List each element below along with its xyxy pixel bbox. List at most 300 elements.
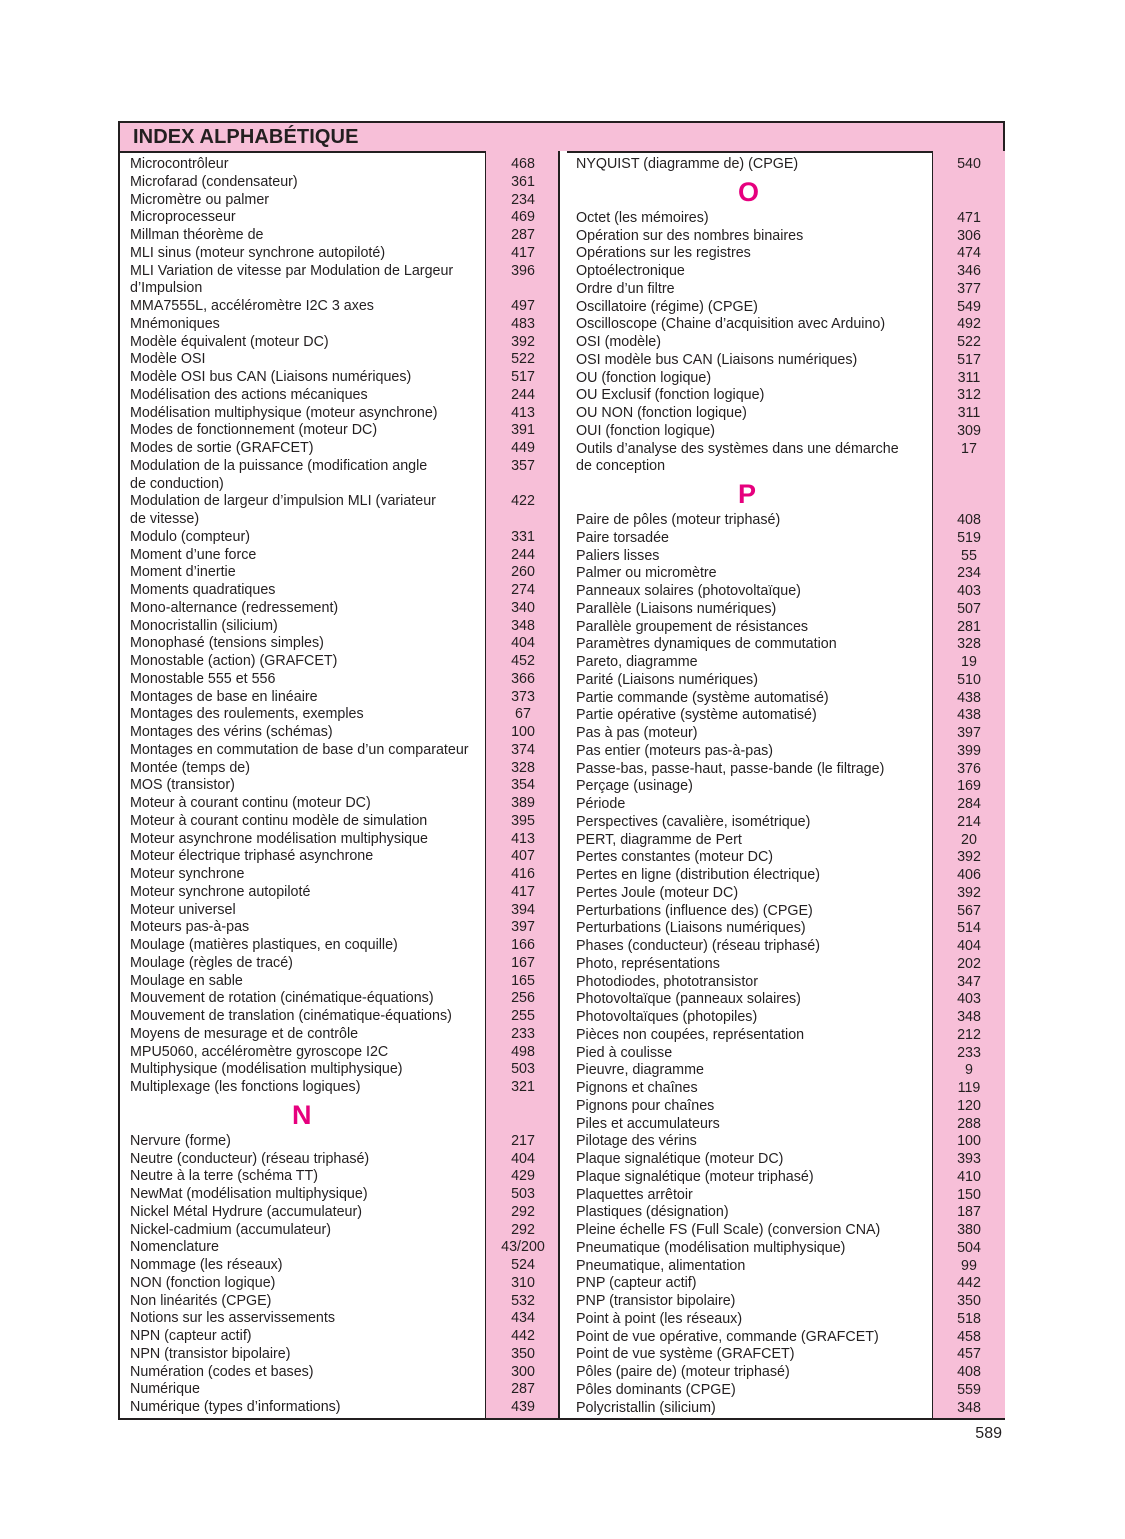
entry-page: 43/200 — [501, 1239, 545, 1256]
entry-page: 120 — [957, 1097, 981, 1114]
entry-term: Moteurs pas-à-pas — [130, 919, 250, 936]
entry-page: 347 — [957, 973, 981, 990]
index-entry — [566, 334, 1005, 352]
entry-page: 439 — [511, 1399, 535, 1415]
index-entry — [120, 618, 559, 636]
entry-term: Modèle équivalent (moteur DC) — [130, 333, 329, 350]
entry-page: 328 — [957, 636, 981, 653]
entry-page: 413 — [511, 830, 535, 847]
entry-page: 169 — [957, 778, 981, 795]
index-entry — [566, 530, 1005, 548]
entry-page: 9 — [965, 1062, 973, 1079]
index-entry — [566, 1275, 1005, 1293]
index-entry — [120, 1044, 559, 1062]
entry-page: 403 — [957, 583, 981, 599]
index-entry — [566, 1151, 1005, 1169]
index-entry — [120, 1381, 559, 1399]
entry-term: Moyens de mesurage et de contrôle — [130, 1025, 359, 1042]
entry-term: NPN (transistor bipolaire) — [130, 1345, 291, 1362]
entry-page: 321 — [511, 1079, 535, 1095]
index-entry — [566, 316, 1005, 334]
index-entry — [120, 1257, 559, 1275]
index-entry — [566, 1133, 1005, 1151]
entry-page: 507 — [957, 600, 981, 617]
entry-page: 503 — [511, 1061, 535, 1078]
entry-page: 393 — [957, 1151, 981, 1167]
entry-term: Microcontrôleur — [130, 156, 229, 172]
entry-term: Microfarad (condensateur) — [130, 173, 298, 190]
index-entry — [120, 209, 559, 227]
entry-page: 471 — [957, 209, 981, 226]
index-entry — [120, 529, 559, 547]
index-entry — [566, 849, 1005, 867]
entry-page: 417 — [511, 883, 535, 900]
entry-term: Pôles (paire de) (moteur triphasé) — [576, 1364, 790, 1380]
index-entry — [566, 1293, 1005, 1311]
entry-term: Modulation de la puissance (modification angle de conduction) — [130, 457, 428, 492]
entry-page: 517 — [511, 369, 535, 385]
entry-term: OSI (modèle) — [576, 334, 662, 350]
entry-page: 483 — [511, 315, 535, 332]
index-entry — [566, 707, 1005, 725]
entry-term: Modèle OSI bus CAN (Liaisons numériques) — [130, 369, 412, 385]
index-entry — [566, 1258, 1005, 1276]
entry-term: Point de vue système (GRAFCET) — [576, 1346, 795, 1363]
entry-term: Paire de pôles (moteur triphasé) — [576, 512, 781, 528]
entry-term: Pas entier (moteurs pas-à-pas) — [576, 742, 774, 759]
index-entry — [566, 405, 1005, 423]
entry-term: Photovoltaïque (panneaux solaires) — [576, 991, 801, 1008]
entry-page: 514 — [957, 920, 981, 937]
entry-term: Neutre à la terre (schéma TT) — [130, 1168, 319, 1185]
index-entry — [566, 725, 1005, 743]
entry-term: Opérations sur les registres — [576, 245, 751, 262]
entry-page: 549 — [957, 298, 981, 315]
index-entry — [566, 938, 1005, 956]
entry-term: PNP (transistor bipolaire) — [576, 1293, 736, 1309]
entry-term: Pieuvre, diagramme — [576, 1062, 704, 1079]
entry-term: Millman théorème de — [130, 227, 264, 243]
index-entry — [566, 867, 1005, 885]
entry-term: Pas à pas (moteur) — [576, 725, 698, 741]
entry-term: OSI modèle bus CAN (Liaisons numériques) — [576, 351, 858, 368]
index-entry — [120, 866, 559, 884]
entry-page: 468 — [511, 156, 535, 172]
entry-page: 217 — [511, 1132, 535, 1149]
entry-term: OU (fonction logique) — [576, 369, 712, 386]
index-entry — [120, 600, 559, 618]
entry-page: 567 — [957, 902, 981, 919]
entry-term: Mouvement de translation (cinématique-équations) — [130, 1008, 452, 1024]
index-entry — [120, 1061, 559, 1079]
entry-term: Moteur universel — [130, 901, 236, 918]
entry-page: 374 — [511, 741, 535, 758]
entry-term: Pneumatique (modélisation multiphysique) — [576, 1239, 846, 1256]
index-entry — [566, 1045, 1005, 1063]
entry-term: Pied à coulisse — [576, 1044, 673, 1061]
entry-term: Pertes Joule (moteur DC) — [576, 884, 739, 901]
index-entry — [120, 1186, 559, 1204]
entry-page: 214 — [957, 813, 981, 830]
index-entry — [120, 351, 559, 369]
index-entry — [120, 831, 559, 849]
entry-term: Perspectives (cavalière, isométrique) — [576, 813, 811, 830]
entry-term: Pièces non coupées, représentation — [576, 1026, 805, 1043]
index-entry — [566, 619, 1005, 637]
entry-page: 404 — [511, 1150, 535, 1167]
index-entry — [566, 743, 1005, 761]
entry-page: 100 — [511, 724, 535, 740]
index-table — [118, 121, 1005, 1420]
entry-page: 354 — [511, 777, 535, 794]
index-entry — [566, 352, 1005, 370]
entry-page: 67 — [515, 706, 531, 723]
index-entry — [120, 174, 559, 192]
index-entry — [120, 777, 559, 795]
index-entry — [566, 1116, 1005, 1134]
entry-term: Monocristallin (silicium) — [130, 617, 278, 634]
entry-term: Partie commande (système automatisé) — [576, 689, 829, 706]
index-entry — [120, 334, 559, 352]
index-entry — [566, 814, 1005, 832]
index-entry — [120, 192, 559, 210]
index-entry — [566, 1222, 1005, 1240]
entry-page: 394 — [511, 901, 535, 918]
entry-page: 373 — [511, 688, 535, 705]
index-entry — [566, 370, 1005, 388]
entry-term: Plaquettes arrêtoir — [576, 1186, 693, 1203]
index-entry — [120, 1275, 559, 1293]
index-entry — [120, 1168, 559, 1186]
index-entry — [566, 1009, 1005, 1027]
entry-page: 187 — [957, 1204, 981, 1221]
index-entry — [120, 245, 559, 263]
entry-page: 281 — [957, 618, 981, 635]
entry-page: 522 — [511, 351, 535, 368]
entry-term: Moteur électrique triphasé asynchrone — [130, 848, 374, 865]
entry-term: MMA7555L, accéléromètre I2C 3 axes — [130, 298, 374, 314]
entry-page: 397 — [511, 919, 535, 936]
entry-page: 392 — [957, 884, 981, 901]
entry-term: Montages en commutation de base d’un comparateur — [130, 741, 469, 758]
entry-term: Moments quadratiques — [130, 582, 276, 598]
entry-page: 518 — [957, 1310, 981, 1327]
index-entry — [566, 210, 1005, 228]
index-entry — [566, 263, 1005, 281]
entry-term: Parallèle groupement de résistances — [576, 618, 809, 635]
entry-term: Multiphysique (modélisation multiphysique) — [130, 1061, 403, 1078]
index-entry — [566, 1364, 1005, 1382]
entry-page: 392 — [511, 333, 535, 350]
entry-term: NYQUIST (diagramme de) (CPGE) — [576, 156, 799, 172]
entry-term: Neutre (conducteur) (réseau triphasé) — [130, 1150, 370, 1167]
entry-page: 202 — [957, 955, 981, 972]
entry-page: 442 — [957, 1275, 981, 1292]
index-entry — [120, 1222, 559, 1240]
entry-term: Pignons et chaînes — [576, 1080, 698, 1096]
entry-page: 100 — [957, 1133, 981, 1150]
entry-term: Phases (conducteur) (réseau triphasé) — [576, 938, 820, 954]
entry-term: Modes de sortie (GRAFCET) — [130, 440, 314, 456]
entry-term: Polycristallin (silicium) — [576, 1399, 716, 1416]
entry-page: 119 — [957, 1080, 981, 1096]
entry-term: Montages des roulements, exemples — [130, 706, 364, 723]
entry-term: Multiplexage (les fonctions logiques) — [130, 1079, 361, 1095]
index-entry — [120, 422, 559, 440]
entry-page: 284 — [957, 796, 981, 812]
entry-page: 408 — [957, 1364, 981, 1380]
entry-page: 522 — [957, 334, 981, 350]
entry-term: Nommage (les réseaux) — [130, 1257, 283, 1273]
entry-page: 416 — [511, 866, 535, 882]
entry-page: 309 — [957, 422, 981, 439]
entry-term: Photovoltaïques (photopiles) — [576, 1009, 758, 1025]
entry-page: 274 — [511, 582, 535, 598]
entry-page: 458 — [957, 1328, 981, 1345]
entry-page: 212 — [957, 1026, 981, 1043]
entry-page: 350 — [511, 1345, 535, 1362]
entry-term: Montages des vérins (schémas) — [130, 724, 333, 740]
index-entry — [120, 884, 559, 902]
entry-term: Panneaux solaires (photovoltaïque) — [576, 583, 801, 599]
entry-term: Modélisation multiphysique (moteur asynchrone) — [130, 404, 438, 421]
index-entry — [120, 227, 559, 245]
index-entry — [566, 1080, 1005, 1098]
section-letter-label: N — [292, 1099, 312, 1130]
index-entry — [120, 919, 559, 937]
entry-term: Plastiques (désignation) — [576, 1204, 729, 1221]
entry-term: Photo, représentations — [576, 955, 720, 972]
index-entry — [566, 1346, 1005, 1364]
index-entry — [566, 299, 1005, 317]
index-entry — [566, 1240, 1005, 1258]
entry-page: 20 — [961, 831, 977, 848]
entry-page: 331 — [511, 528, 535, 545]
entry-term: Nervure (forme) — [130, 1132, 231, 1149]
index-entry — [120, 316, 559, 334]
index-entry — [566, 156, 1005, 174]
entry-page: 255 — [511, 1008, 535, 1024]
index-entry — [566, 1062, 1005, 1080]
index-entry — [566, 441, 1005, 477]
index-entry — [120, 1364, 559, 1382]
entry-page: 348 — [511, 617, 535, 634]
index-entry — [120, 1204, 559, 1222]
entry-page: 366 — [511, 670, 535, 687]
index-entry — [120, 937, 559, 955]
index-entry — [566, 1027, 1005, 1045]
entry-term: Pertes en ligne (distribution électrique) — [576, 867, 820, 883]
entry-term: Numération (codes et bases) — [130, 1363, 314, 1380]
entry-page: 311 — [957, 369, 981, 386]
index-entry — [120, 458, 559, 494]
index-entry — [120, 1026, 559, 1044]
entry-page: 376 — [957, 760, 981, 777]
index-entry — [120, 760, 559, 778]
entry-term: Moteur synchrone — [130, 866, 245, 882]
index-entry — [120, 706, 559, 724]
index-entry — [120, 493, 559, 529]
index-entry — [120, 848, 559, 866]
entry-page: 429 — [511, 1168, 535, 1185]
entry-term: Montée (temps de) — [130, 759, 250, 776]
index-entry — [120, 973, 559, 991]
section-letter-label: P — [738, 479, 757, 509]
entry-term: Modes de fonctionnement (moteur DC) — [130, 422, 378, 439]
entry-term: Parallèle (Liaisons numériques) — [576, 600, 777, 617]
entry-term: MPU5060, accéléromètre gyroscope I2C — [130, 1043, 389, 1060]
entry-page: 407 — [511, 848, 535, 865]
entry-term: Nickel Métal Hydrure (accumulateur) — [130, 1203, 362, 1220]
index-entry — [566, 920, 1005, 938]
page-number: 589 — [975, 1425, 1002, 1442]
entry-term: Moteur à courant continu modèle de simulation — [130, 812, 428, 829]
entry-page: 292 — [511, 1203, 535, 1220]
index-entry — [120, 653, 559, 671]
entry-page: 234 — [511, 191, 535, 208]
index-entry — [120, 1151, 559, 1169]
entry-page: 404 — [511, 635, 535, 652]
entry-page: 287 — [511, 227, 535, 243]
index-entry — [120, 405, 559, 423]
entry-page: 492 — [957, 316, 981, 333]
index-entry — [566, 423, 1005, 441]
index-entry — [566, 245, 1005, 263]
index-entry — [566, 832, 1005, 850]
entry-page: 442 — [511, 1328, 535, 1344]
entry-page: 233 — [957, 1044, 981, 1061]
entry-page: 166 — [511, 937, 535, 953]
entry-term: Pôles dominants (CPGE) — [576, 1381, 736, 1398]
index-entry — [566, 387, 1005, 405]
entry-term: Outils d’analyse des systèmes dans une démarche de conception — [576, 440, 899, 475]
right-column — [566, 151, 1005, 1418]
index-entry — [120, 671, 559, 689]
entry-page: 328 — [511, 759, 535, 776]
entry-term: Modulation de largeur d’impulsion MLI (variateur de vitesse) — [130, 493, 436, 527]
entry-page: 395 — [511, 812, 535, 829]
entry-term: Monostable 555 et 556 — [130, 670, 276, 687]
index-entry — [120, 1008, 559, 1026]
entry-term: Pareto, diagramme — [576, 654, 698, 670]
entry-term: Photodiodes, phototransistor — [576, 973, 759, 990]
index-entry — [120, 1239, 559, 1257]
right-entry-list — [566, 151, 1005, 1417]
entry-page: 559 — [957, 1381, 981, 1398]
entry-term: Montages de base en linéaire — [130, 688, 318, 705]
entry-page: 348 — [957, 1009, 981, 1025]
index-entry — [120, 369, 559, 387]
entry-page: 408 — [957, 512, 981, 528]
entry-page: 524 — [511, 1257, 535, 1273]
entry-page: 357 — [511, 457, 535, 474]
entry-page: 413 — [511, 404, 535, 421]
index-entry — [566, 956, 1005, 974]
entry-page: 287 — [511, 1381, 535, 1398]
entry-term: MOS (transistor) — [130, 777, 235, 794]
entry-term: Numérique — [130, 1381, 200, 1398]
entry-page: 233 — [511, 1025, 535, 1042]
entry-page: 410 — [957, 1168, 981, 1185]
entry-page: 406 — [957, 867, 981, 883]
entry-page: 99 — [961, 1257, 977, 1274]
index-entry — [566, 1204, 1005, 1222]
index-entry — [120, 440, 559, 458]
entry-term: Numérique (types d’informations) — [130, 1399, 341, 1415]
index-entry — [566, 601, 1005, 619]
index-entry — [566, 1098, 1005, 1116]
entry-term: Pertes constantes (moteur DC) — [576, 849, 774, 866]
index-entry — [120, 742, 559, 760]
entry-page: 540 — [957, 156, 981, 172]
entry-page: 389 — [511, 795, 535, 811]
index-entry — [566, 1382, 1005, 1400]
entry-term: NON (fonction logique) — [130, 1274, 276, 1291]
entry-page: 340 — [511, 599, 535, 616]
entry-page: 417 — [511, 244, 535, 261]
entry-term: Moulage (matières plastiques, en coquille) — [130, 937, 398, 953]
index-entry — [120, 263, 559, 299]
entry-term: Moteur synchrone autopiloté — [130, 883, 311, 900]
entry-page: 377 — [957, 280, 981, 297]
entry-term: Période — [576, 796, 626, 812]
entry-term: Octet (les mémoires) — [576, 209, 709, 226]
section-letter-label: O — [738, 176, 760, 207]
index-entry — [120, 582, 559, 600]
entry-term: PERT, diagramme de Pert — [576, 831, 742, 848]
index-entry — [566, 548, 1005, 566]
entry-page: 532 — [511, 1292, 535, 1309]
entry-page: 300 — [511, 1363, 535, 1380]
index-entry — [566, 690, 1005, 708]
entry-term: Oscilloscope (Chaine d’acquisition avec Arduino) — [576, 316, 886, 333]
index-entry — [120, 1133, 559, 1151]
entry-term: Pignons pour chaînes — [576, 1097, 715, 1114]
entry-page: 244 — [511, 386, 535, 403]
entry-page: 292 — [511, 1221, 535, 1238]
entry-term: Plaque signalétique (moteur triphasé) — [576, 1168, 814, 1185]
entry-page: 438 — [957, 689, 981, 706]
entry-page: 55 — [961, 547, 977, 564]
index-entry — [120, 547, 559, 565]
entry-term: NPN (capteur actif) — [130, 1328, 252, 1344]
entry-term: Pleine échelle FS (Full Scale) (conversion CNA) — [576, 1222, 881, 1238]
entry-term: Moment d’une force — [130, 546, 257, 563]
entry-page: 165 — [511, 972, 535, 989]
entry-term: MLI sinus (moteur synchrone autopiloté) — [130, 244, 386, 261]
entry-page: 380 — [957, 1222, 981, 1238]
entry-term: Moment d’inertie — [130, 564, 236, 581]
entry-page: 244 — [511, 546, 535, 563]
entry-page: 510 — [957, 671, 981, 688]
index-entry — [120, 1399, 559, 1417]
index-entry — [566, 1187, 1005, 1205]
entry-page: 517 — [957, 351, 981, 368]
entry-term: Paire torsadée — [576, 529, 669, 546]
entry-term: Plaque signalétique (moteur DC) — [576, 1151, 784, 1167]
page-title: INDEX ALPHABÉTIQUE — [133, 126, 359, 148]
entry-page: 346 — [957, 263, 981, 279]
entry-term: Paramètres dynamiques de commutation — [576, 636, 837, 653]
entry-term: Oscillatoire (régime) (CPGE) — [576, 298, 758, 315]
entry-page: 404 — [957, 938, 981, 954]
index-entry — [120, 298, 559, 316]
left-column — [120, 151, 559, 1418]
index-entry — [566, 636, 1005, 654]
index-entry — [120, 689, 559, 707]
index-entry — [566, 281, 1005, 299]
header-bar — [120, 123, 1003, 153]
